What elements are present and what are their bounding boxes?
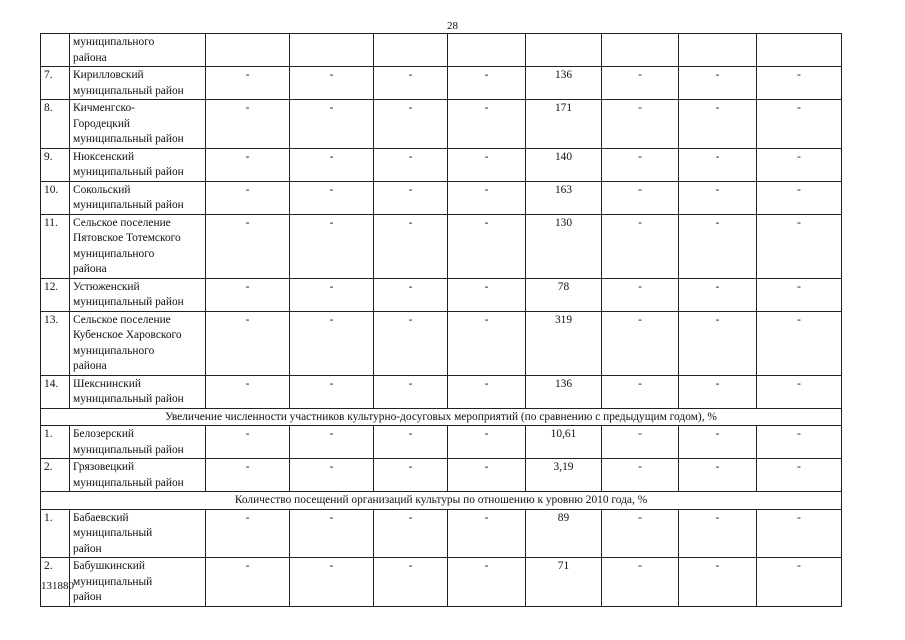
value-text: - [408, 216, 413, 229]
row-number: 2. [41, 558, 70, 607]
value-cell [374, 311, 448, 375]
value-text: - [408, 150, 413, 163]
value-text: - [715, 280, 720, 293]
value-text: - [408, 280, 413, 293]
value-text: - [638, 313, 642, 326]
municipality-name [70, 311, 206, 375]
value-text: - [245, 511, 250, 524]
name-line: Кубенское Харовского [73, 329, 182, 341]
value-cell [448, 311, 526, 375]
section-header-row [41, 492, 842, 510]
row-number: 13. [41, 311, 70, 375]
value-text: - [484, 102, 489, 114]
value-cell [679, 509, 757, 558]
value-text: - [408, 69, 413, 81]
value-text: - [715, 183, 720, 196]
value-text: - [797, 102, 801, 114]
value-text: - [408, 183, 413, 196]
value-text: - [329, 377, 334, 390]
value-text: - [715, 313, 720, 326]
value-text: - [245, 560, 250, 572]
value-text: - [638, 150, 642, 163]
value-cell [448, 375, 526, 408]
value-cell [679, 558, 757, 607]
value-cell [290, 278, 374, 311]
row-number [41, 34, 70, 67]
value-text: 78 [557, 280, 570, 293]
value-cell [526, 426, 602, 459]
value-cell [374, 34, 448, 67]
value-cell [448, 34, 526, 67]
value-text: - [638, 183, 642, 196]
row-number: 11. [41, 214, 70, 278]
value-text: - [245, 150, 250, 163]
value-cell [679, 67, 757, 100]
section-header: Увеличение численности участников культурно-досуговых мероприятий (по сравнению с предыдущим годом), % [41, 408, 842, 426]
value-text: - [329, 280, 334, 293]
name-line: муниципальный район [73, 133, 184, 145]
value-text: 171 [554, 102, 573, 114]
value-cell [290, 100, 374, 149]
name-line: муниципальный [73, 575, 153, 588]
value-text: - [797, 511, 801, 524]
value-text: - [715, 377, 720, 390]
value-text: 130 [554, 216, 573, 229]
value-text: - [484, 216, 489, 229]
name-line: Шекснинский [73, 377, 141, 390]
municipality-name [70, 459, 206, 492]
name-line: Городецкий [73, 117, 131, 130]
name-line: муниципальный район [73, 476, 184, 489]
row-number: 12. [41, 278, 70, 311]
value-cell [290, 34, 374, 67]
value-text: - [797, 150, 801, 163]
name-line: района [73, 263, 107, 275]
value-text: - [638, 511, 642, 524]
value-cell [206, 100, 290, 149]
value-text: 71 [557, 560, 570, 572]
value-cell [526, 278, 602, 311]
value-cell [448, 426, 526, 459]
value-cell [602, 181, 679, 214]
value-text: - [638, 428, 642, 440]
value-cell [374, 558, 448, 607]
value-text: - [638, 216, 642, 229]
value-cell [290, 426, 374, 459]
name-line: муниципальный район [73, 393, 184, 405]
value-text: - [797, 216, 801, 229]
name-line: Сельское поселение [73, 216, 171, 229]
value-cell [757, 558, 842, 607]
value-text: - [245, 69, 250, 81]
value-cell [757, 148, 842, 181]
value-cell [526, 181, 602, 214]
value-text: - [484, 313, 489, 326]
value-cell [448, 558, 526, 607]
value-cell [526, 558, 602, 607]
value-cell [448, 67, 526, 100]
value-text: - [408, 428, 413, 440]
name-line: Бабушкинский [73, 560, 145, 572]
value-text: - [408, 461, 413, 473]
name-line: муниципальный район [73, 443, 184, 456]
value-text: - [329, 216, 334, 229]
value-cell [374, 214, 448, 278]
value-cell [448, 214, 526, 278]
municipality-name [70, 509, 206, 558]
name-line: Грязовецкий [73, 461, 135, 473]
value-cell [374, 375, 448, 408]
value-cell [290, 459, 374, 492]
value-text: 136 [554, 377, 573, 390]
municipality-name [70, 67, 206, 100]
value-cell [374, 426, 448, 459]
value-text: - [638, 461, 642, 473]
value-cell [602, 100, 679, 149]
value-text: 3,19 [553, 461, 574, 473]
name-line: муниципального [73, 344, 155, 357]
value-text: - [715, 216, 720, 229]
value-text: - [484, 183, 489, 196]
value-text: - [797, 183, 801, 196]
value-text: - [484, 560, 489, 572]
value-cell [526, 375, 602, 408]
value-cell [679, 148, 757, 181]
table-row [41, 214, 842, 278]
indicators-table [40, 33, 842, 607]
value-cell [374, 509, 448, 558]
value-text: - [797, 428, 801, 440]
name-line: район [73, 591, 102, 603]
value-text: - [638, 377, 642, 390]
value-text: - [484, 461, 489, 473]
value-cell [290, 558, 374, 607]
value-text: - [245, 216, 250, 229]
table-row [41, 459, 842, 492]
value-cell [206, 34, 290, 67]
municipality-name [70, 34, 206, 67]
value-text: 89 [557, 511, 570, 524]
name-line: Устюженский [73, 280, 140, 293]
value-cell [602, 34, 679, 67]
value-cell [679, 375, 757, 408]
name-line: муниципальный район [73, 296, 184, 308]
value-cell [757, 375, 842, 408]
value-text: - [329, 102, 334, 114]
value-text: - [329, 313, 334, 326]
name-line: Сельское поселение [73, 313, 171, 326]
value-text: - [797, 313, 801, 326]
value-cell [526, 67, 602, 100]
value-text: - [715, 461, 720, 473]
value-cell [602, 67, 679, 100]
value-cell [526, 148, 602, 181]
value-text: - [638, 102, 642, 114]
value-cell [448, 181, 526, 214]
value-text: - [245, 377, 250, 390]
value-text: - [715, 102, 720, 114]
value-cell [679, 214, 757, 278]
row-number: 2. [41, 459, 70, 492]
row-number: 9. [41, 148, 70, 181]
name-line: муниципальный район [73, 84, 184, 97]
name-line: Кирилловский [73, 69, 144, 81]
value-cell [448, 100, 526, 149]
value-text: - [245, 280, 250, 293]
value-text: - [408, 102, 413, 114]
name-line: Нюксенский [73, 150, 135, 163]
municipality-name [70, 278, 206, 311]
municipality-name [70, 100, 206, 149]
value-cell [206, 67, 290, 100]
value-cell [679, 100, 757, 149]
value-text: - [797, 280, 801, 293]
row-number: 14. [41, 375, 70, 408]
value-cell [448, 509, 526, 558]
value-text: - [329, 511, 334, 524]
value-cell [290, 375, 374, 408]
value-text: - [408, 560, 413, 572]
value-text: - [484, 377, 489, 390]
value-cell [602, 375, 679, 408]
name-line: муниципальный район [73, 199, 184, 211]
value-cell [206, 558, 290, 607]
value-cell [290, 509, 374, 558]
value-text: - [329, 461, 334, 473]
value-cell [757, 67, 842, 100]
value-text: - [715, 428, 720, 440]
value-cell [206, 509, 290, 558]
table-row [41, 181, 842, 214]
name-line: муниципального [73, 36, 155, 48]
value-cell [526, 100, 602, 149]
value-cell [757, 426, 842, 459]
municipality-name [70, 375, 206, 408]
value-cell [526, 509, 602, 558]
value-text: - [408, 313, 413, 326]
value-cell [602, 311, 679, 375]
table-row [41, 34, 842, 67]
value-cell [374, 181, 448, 214]
value-cell [374, 67, 448, 100]
value-cell [290, 214, 374, 278]
value-text: - [245, 183, 250, 196]
value-cell [602, 426, 679, 459]
name-line: Сокольский [73, 183, 131, 196]
table-row [41, 426, 842, 459]
table-row [41, 278, 842, 311]
value-text: - [329, 69, 334, 81]
page-number: 28 [447, 20, 458, 32]
value-cell [448, 278, 526, 311]
row-number: 1. [41, 509, 70, 558]
value-text: - [329, 560, 334, 572]
value-cell [679, 34, 757, 67]
row-number: 8. [41, 100, 70, 149]
value-cell [290, 67, 374, 100]
value-cell [602, 278, 679, 311]
table-row [41, 100, 842, 149]
value-cell [679, 278, 757, 311]
row-number: 1. [41, 426, 70, 459]
table-row [41, 558, 842, 607]
value-text: - [797, 69, 801, 81]
value-text: - [245, 313, 250, 326]
value-cell [602, 558, 679, 607]
value-cell [757, 181, 842, 214]
value-cell [206, 148, 290, 181]
value-cell [290, 181, 374, 214]
value-cell [602, 214, 679, 278]
value-cell [757, 100, 842, 149]
municipality-name [70, 558, 206, 607]
value-text: - [408, 511, 413, 524]
value-text: - [715, 150, 720, 163]
value-text: - [329, 428, 334, 440]
name-line: район [73, 542, 102, 555]
value-text: - [797, 461, 801, 473]
value-cell [374, 148, 448, 181]
document-code: 131880 [41, 580, 74, 592]
value-text: - [715, 560, 720, 572]
value-text: - [638, 69, 642, 81]
value-text: - [484, 150, 489, 163]
row-number: 10. [41, 181, 70, 214]
name-line: района [73, 51, 107, 64]
value-text: 10,61 [550, 428, 577, 440]
table-row [41, 375, 842, 408]
value-text: - [329, 183, 334, 196]
value-text: - [484, 69, 489, 81]
name-line: муниципальный район [73, 166, 184, 178]
value-cell [206, 375, 290, 408]
section-header-row [41, 408, 842, 426]
table-row [41, 67, 842, 100]
value-cell [374, 100, 448, 149]
value-cell [206, 181, 290, 214]
name-line: Белозерский [73, 428, 135, 440]
value-cell [374, 278, 448, 311]
municipality-name [70, 426, 206, 459]
value-cell [757, 311, 842, 375]
value-cell [757, 278, 842, 311]
value-cell [602, 459, 679, 492]
value-text: - [797, 560, 801, 572]
value-cell [290, 311, 374, 375]
name-line: муниципальный [73, 527, 153, 539]
name-line: муниципального [73, 247, 155, 260]
value-text: - [245, 461, 250, 473]
value-cell [374, 459, 448, 492]
value-text: 163 [554, 183, 573, 196]
value-cell [526, 214, 602, 278]
value-text: 136 [554, 69, 573, 81]
value-text: - [715, 69, 720, 81]
value-cell [679, 426, 757, 459]
name-line: Пятовское Тотемского [73, 232, 181, 244]
value-cell [206, 459, 290, 492]
value-text: - [797, 377, 801, 390]
value-cell [206, 426, 290, 459]
value-cell [757, 214, 842, 278]
value-cell [290, 148, 374, 181]
value-cell [679, 311, 757, 375]
value-cell [757, 34, 842, 67]
value-cell [602, 509, 679, 558]
value-text: - [638, 560, 642, 572]
value-text: - [484, 428, 489, 440]
value-cell [679, 459, 757, 492]
name-line: Бабаевский [73, 511, 129, 524]
value-text: 140 [554, 150, 573, 163]
value-cell [448, 148, 526, 181]
value-text: - [329, 150, 334, 163]
value-cell [526, 459, 602, 492]
value-cell [757, 509, 842, 558]
value-text: - [408, 377, 413, 390]
row-number: 7. [41, 67, 70, 100]
section-header: Количество посещений организаций культуры по отношению к уровню 2010 года, % [41, 492, 842, 510]
value-text: - [484, 280, 489, 293]
value-cell [206, 311, 290, 375]
value-cell [448, 459, 526, 492]
value-cell [526, 34, 602, 67]
value-cell [679, 181, 757, 214]
value-cell [602, 148, 679, 181]
value-text: - [245, 428, 250, 440]
value-cell [757, 459, 842, 492]
value-text: - [484, 511, 489, 524]
value-text: 319 [554, 313, 573, 326]
value-text: - [245, 102, 250, 114]
name-line: района [73, 360, 107, 372]
table-row [41, 509, 842, 558]
value-cell [526, 311, 602, 375]
municipality-name [70, 181, 206, 214]
name-line: Кичменгско- [73, 102, 135, 114]
municipality-name [70, 214, 206, 278]
municipality-name [70, 148, 206, 181]
value-text: - [715, 511, 720, 524]
value-cell [206, 278, 290, 311]
table-row [41, 148, 842, 181]
value-text: - [638, 280, 642, 293]
table-row [41, 311, 842, 375]
value-cell [206, 214, 290, 278]
